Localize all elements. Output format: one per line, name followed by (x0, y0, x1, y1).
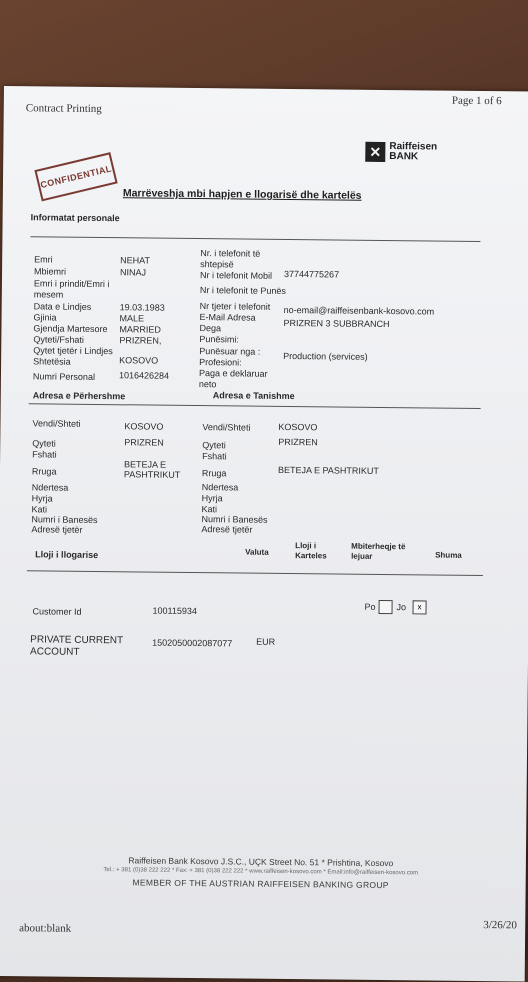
addr-label-vendi-2: Vendi/Shteti (202, 422, 251, 433)
logo-line2: BANK (389, 151, 419, 163)
addr-label-rruga: Rruga (31, 466, 57, 477)
addr-label-qyteti-2: Qyteti (202, 440, 226, 451)
label-tel-mobil: Nr i telefonit Mobil (199, 270, 273, 281)
addr-label-banesa: Numri i Banesës (31, 514, 98, 526)
col-mbiterheqje-1: Mbiterheqje të (351, 541, 406, 552)
col-valuta: Valuta (245, 547, 269, 557)
account-currency: EUR (256, 636, 276, 647)
value-qyteti: PRIZREN, (119, 335, 162, 346)
label-tel-shtepise-2: shtepisë (200, 259, 234, 270)
label-tel-tjeter: Nr tjeter i telefonit (199, 301, 271, 312)
label-emri-prindit: Emri i prindit/Emri i (33, 278, 110, 290)
label-gjendja: Gjendja Martesore (33, 323, 108, 335)
label-qytet-tjeter: Qytet tjetër i Lindjes (33, 345, 113, 357)
label-punesimi: Punësimi: (199, 334, 239, 345)
print-url: about:blank (19, 922, 72, 935)
label-numri-personal: Numri Personal (32, 371, 96, 382)
col-mbiterheqje-2: lejuar (351, 551, 373, 561)
addr-label-kati-2: Kati (201, 504, 218, 515)
divider (27, 570, 483, 576)
confidential-stamp: CONFIDENTIAL (34, 152, 117, 201)
label-dega: Dega (199, 323, 222, 334)
addr-perm-vendi: KOSOVO (124, 421, 164, 432)
value-email: no-email@raiffeisenbank-kosovo.com (283, 304, 435, 317)
value-shtetesia: KOSOVO (119, 355, 159, 366)
addr-perm-rruga-1: BETEJA E (123, 459, 167, 470)
label-mesem: mesem (33, 289, 64, 300)
raiffeisen-gable-icon: ✕ (365, 142, 385, 162)
document-title: Marrëveshja mbi hapjen e llogarisë dhe kartelës (122, 187, 362, 202)
customer-id-label: Customer Id (32, 606, 82, 617)
label-gjinia: Gjinia (33, 312, 57, 323)
divider (29, 403, 481, 409)
label-emri: Emri (34, 254, 53, 265)
label-profesioni: Profesioni: (199, 357, 242, 368)
addr-label-ndertesa: Ndertesa (31, 482, 69, 493)
value-gjinia: MALE (119, 313, 145, 324)
label-email: E-Mail Adresa (199, 312, 256, 323)
account-number: 1502050002087077 (152, 637, 233, 649)
jo-label: Jo (396, 602, 407, 613)
value-tel-mobil: 37744775267 (283, 268, 340, 280)
value-emri: NEHAT (120, 255, 151, 266)
logo-line1: Raiffeisen (389, 141, 438, 153)
label-paga-1: Paga e deklaruar (198, 368, 268, 379)
addr-label-kati: Kati (31, 504, 48, 515)
raiffeisen-logo (365, 142, 437, 163)
label-shtetesia: Shtetësia (33, 356, 71, 367)
label-tel-shtepise-1: Nr. i telefonit të (200, 248, 261, 259)
value-mbiemri: NINAJ (120, 267, 147, 278)
addr-curr-vendi: KOSOVO (278, 421, 318, 433)
value-data-lindjes: 19.03.1983 (119, 302, 165, 313)
bank-group-member: MEMBER OF THE AUSTRIAN RAIFFEISEN BANKING GROUP (132, 877, 389, 891)
label-tel-punes: Nr i telefonit te Punës (199, 285, 286, 296)
print-header-title: Contract Printing (25, 102, 102, 116)
po-checkbox (378, 600, 392, 614)
label-data-lindjes: Data e Lindjes (33, 301, 92, 312)
addr-curr-qyteti: PRIZREN (278, 436, 318, 448)
addr-label-tjeter: Adresë tjetër (31, 524, 83, 535)
po-label: Po (364, 601, 376, 612)
value-profesioni: Production (services) (283, 350, 368, 362)
col-shuma: Shuma (435, 550, 462, 560)
addr-label-hyrja: Hyrja (31, 493, 53, 504)
col-lloji-llogarise: Lloji i llogarise (35, 549, 99, 561)
value-numri-personal: 1016426284 (118, 370, 170, 381)
addr-perm-qyteti: PRIZREN (124, 437, 164, 448)
address-current-title: Adresa e Tanishme (212, 390, 295, 402)
page-number: Page 1 of 6 (451, 94, 502, 108)
label-paga-2: neto (198, 379, 217, 390)
addr-label-ndertesa-2: Ndertesa (201, 482, 239, 493)
addr-label-fshati: Fshati (32, 449, 57, 460)
account-name-line1: PRIVATE CURRENT (30, 634, 124, 647)
section-personal-title: Informatat personale (30, 212, 120, 224)
bank-contacts: Tel.: + 381 (0)38 222 222 * Fax: + 381 (0)38 222 222 * www.raiffeisen-kosovo.com * Email:info@raiffeisen-kosovo.com (103, 867, 419, 877)
addr-label-banesa-2: Numri i Banesës (201, 514, 268, 525)
addr-label-tjeter-2: Adresë tjetër (201, 524, 253, 535)
addr-label-rruga-2: Rruga (201, 468, 227, 479)
addr-label-fshati-2: Fshati (202, 451, 227, 462)
address-permanent-title: Adresa e Përhershme (32, 390, 126, 402)
addr-curr-rruga: BETEJA E PASHTRIKUT (277, 464, 379, 476)
col-lloji-karteles-1: Lloji i (295, 541, 317, 551)
label-punesuar-nga: Punësuar nga : (199, 346, 261, 357)
bank-address: Raiffeisen Bank Kosovo J.S.C., UÇK Street No. 51 * Prishtina, Kosovo (128, 855, 394, 869)
label-mbiemri: Mbiemri (34, 266, 67, 277)
addr-perm-rruga-2: PASHTRIKUT (123, 469, 181, 480)
divider (30, 236, 480, 242)
contract-page (0, 86, 528, 982)
print-date: 3/26/20 (483, 919, 517, 932)
account-name-line2: ACCOUNT (30, 646, 80, 658)
value-dega: PRIZREN 3 SUBBRANCH (283, 317, 390, 330)
addr-label-vendi: Vendi/Shteti (32, 418, 81, 429)
col-lloji-karteles-2: Karteles (295, 551, 327, 561)
jo-checkbox: x (412, 600, 426, 614)
value-gjendja: MARRIED (119, 324, 162, 335)
customer-id-value: 100115934 (152, 605, 197, 617)
addr-label-qyteti: Qyteti (32, 438, 56, 449)
addr-label-hyrja-2: Hyrja (201, 493, 223, 504)
label-qyteti: Qyteti/Fshati (33, 334, 84, 345)
